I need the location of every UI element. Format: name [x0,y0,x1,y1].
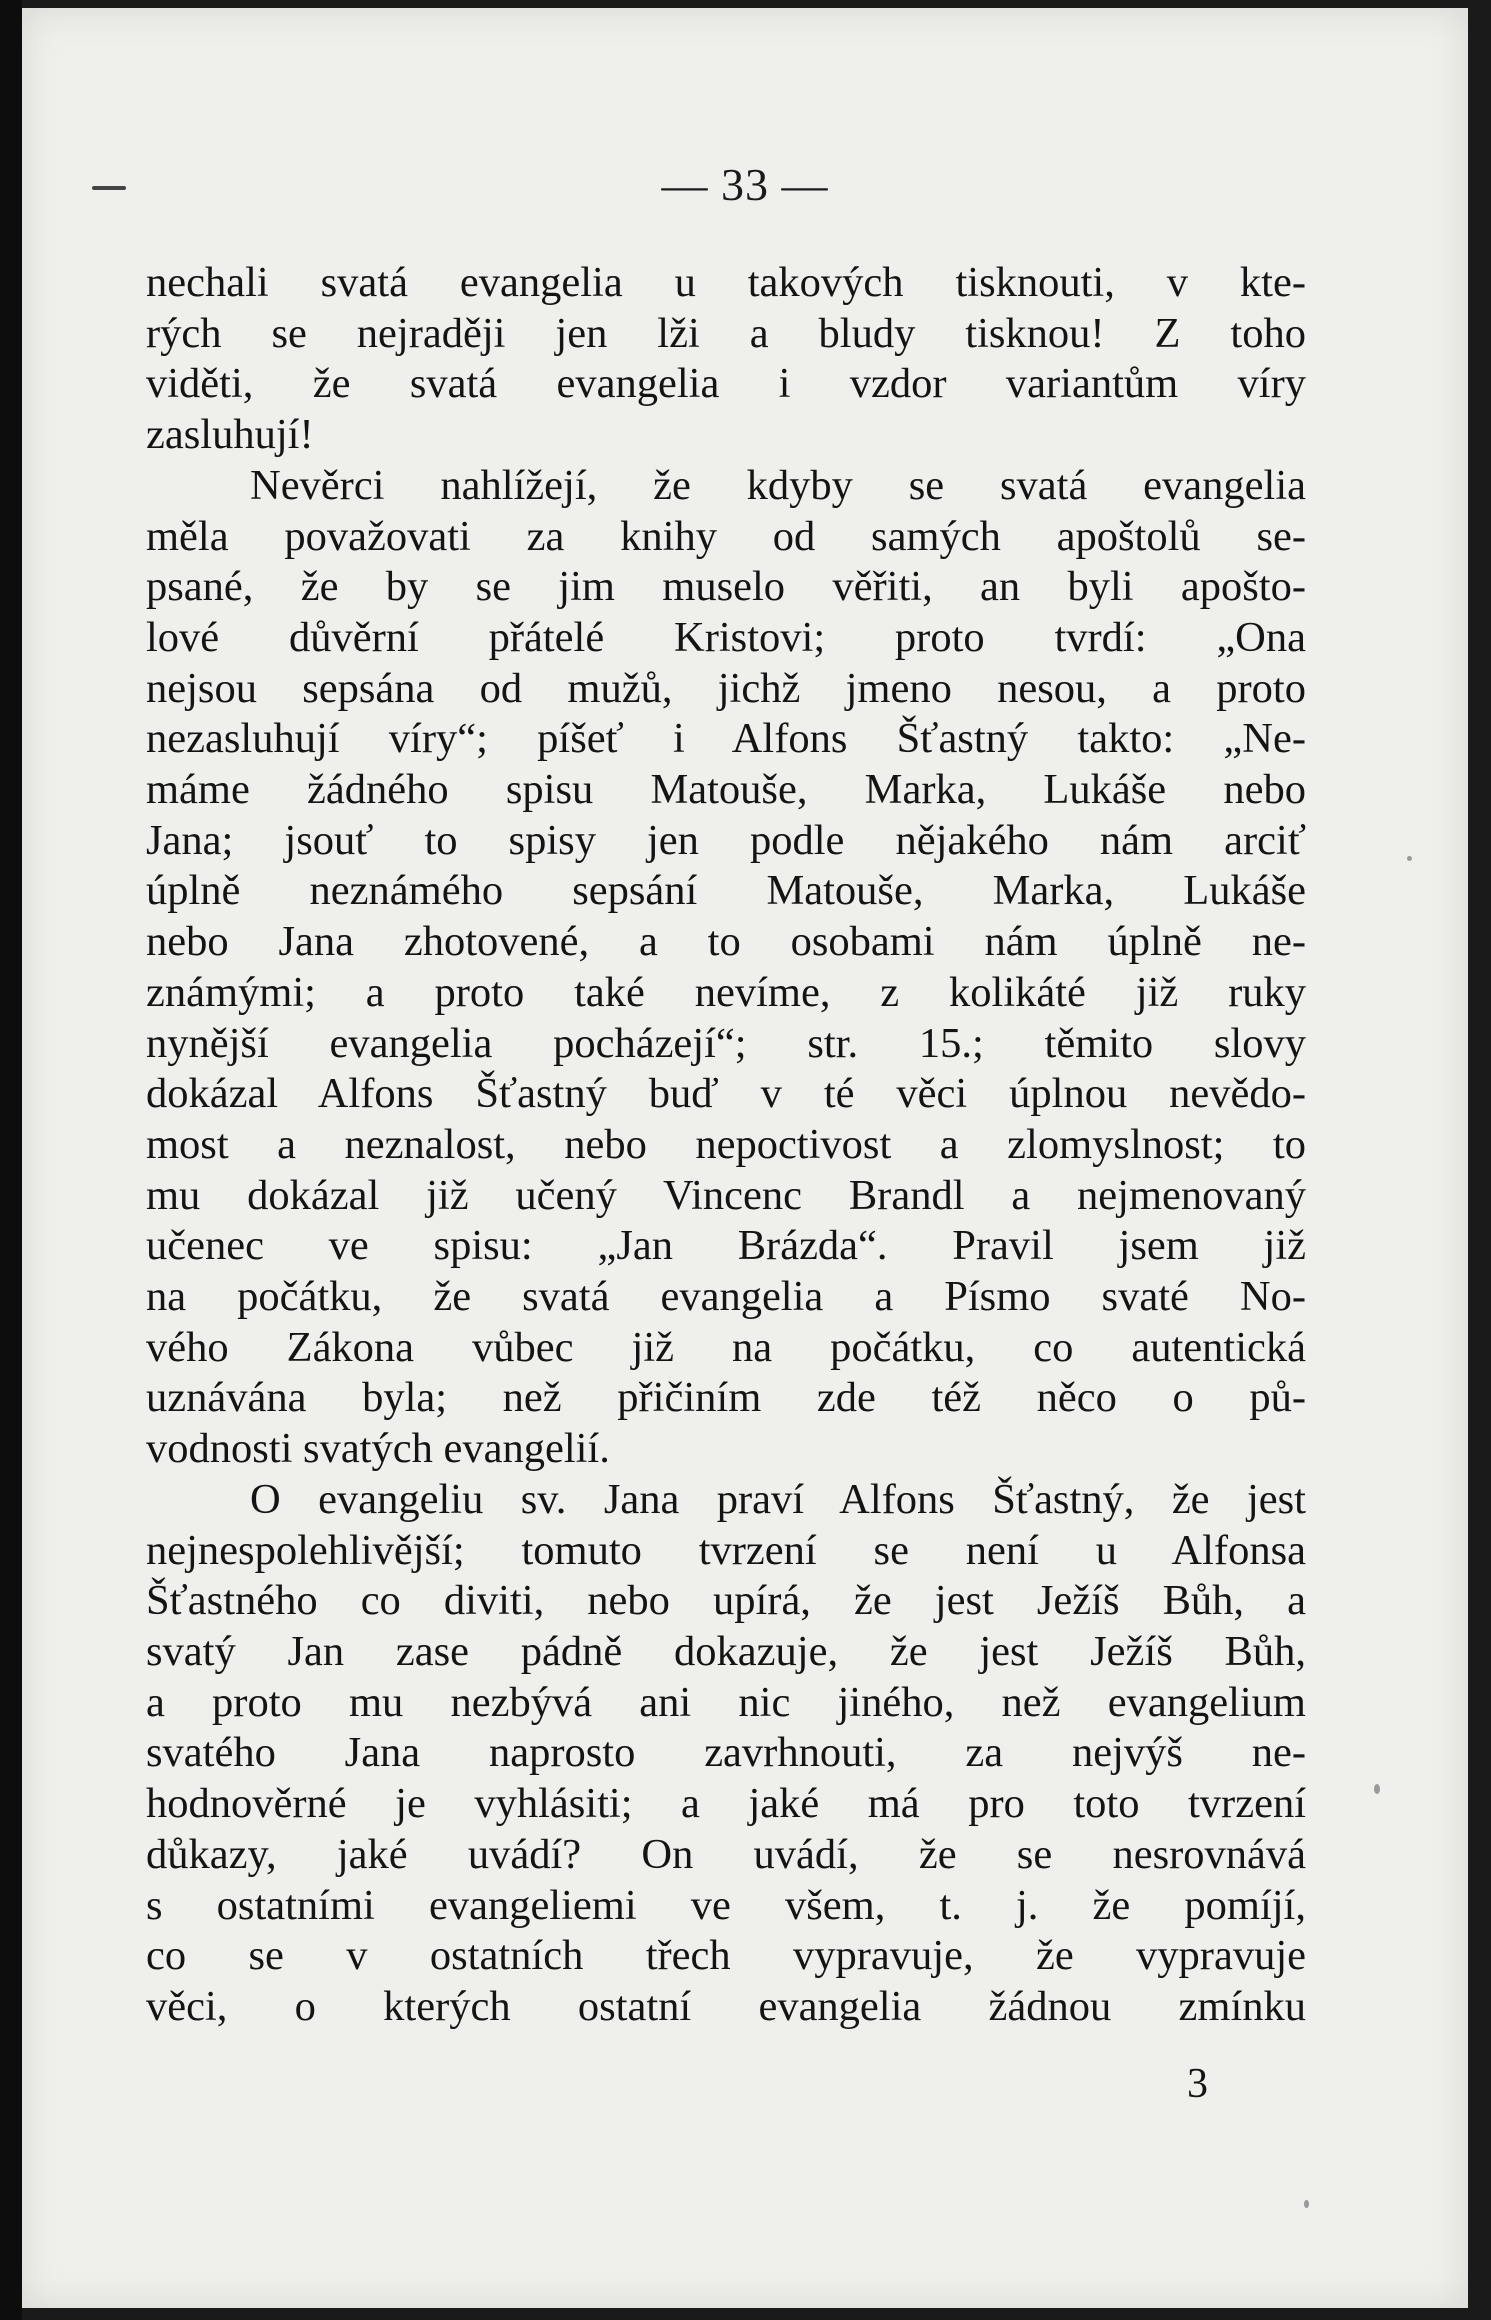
text-line: na počátku, že svatá evangelia a Písmo svaté No- [146,1273,1306,1321]
text-line: důkazy, jaké uvádí? On uvádí, že se nesrovnává [146,1830,1306,1878]
body-text [146,258,1306,2033]
scan-speck [1304,2200,1309,2208]
text-line: dokázal Alfons Šťastný buď v té věci úplnou nevědo- [146,1070,1306,1118]
text-line: hodnověrné je vyhlásiti; a jaké má pro toto tvrzení [146,1780,1306,1828]
text-line: psané, že by se jim muselo věřiti, an byli apošto- [146,563,1306,611]
text-line: viděti, že svatá evangelia i vzdor variantům víry [146,360,1306,408]
scan-speck [92,186,126,190]
text-line: O evangeliu sv. Jana praví Alfons Šťastný, že jest [250,1475,1306,1523]
text-line: nejnespolehlivější; tomuto tvrzení se není u Alfonsa [146,1526,1306,1574]
scan-speck [1374,1784,1380,1794]
text-line: nynější evangelia pocházejí“; str. 15.; těmito slovy [146,1019,1306,1067]
text-line: úplně neznámého sepsání Matouše, Marka, Lukáše [146,867,1306,915]
text-line: most a neznalost, nebo nepoctivost a zlomyslnost; to [146,1120,1306,1168]
text-line: lové důvěrní přátelé Kristovi; proto tvrdí: „Ona [146,613,1306,661]
text-line: rých se nejraději jen lži a bludy tisknou! Z toho [146,309,1306,357]
text-line: známými; a proto také nevíme, z kolikáté již ruky [146,968,1306,1016]
text-line: a proto mu nezbývá ani nic jiného, než evangelium [146,1678,1306,1726]
text-line: máme žádného spisu Matouše, Marka, Lukáše nebo [146,766,1306,814]
text-line: svatého Jana naprosto zavrhnouti, za nejvýš ne- [146,1729,1306,1777]
book-page [22,8,1468,2308]
text-line: nejsou sepsána od mužů, jichž jmeno nesou, a proto [146,664,1306,712]
text-line: vého Zákona vůbec již na počátku, co autentická [146,1323,1306,1371]
text-line: učenec ve spisu: „Jan Brázda“. Pravil jsem již [146,1222,1306,1270]
scan-speck [1407,856,1412,861]
text-line: nechali svatá evangelia u takových tisknouti, v kte- [146,259,1306,306]
text-line: vodnosti svatých evangelií. [146,1425,610,1473]
signature-mark: 3 [1187,2061,1208,2107]
text-line: s ostatními evangeliemi ve všem, t. j. že pomíjí, [146,1881,1306,1929]
text-line: věci, o kterých ostatní evangelia žádnou zmínku [146,1982,1306,2030]
text-line: Jana; jsouť to spisy jen podle nějakého nám arciť [146,816,1306,864]
text-line: uznávána byla; než přičiním zde též něco o pů- [146,1374,1306,1422]
text-line: měla považovati za knihy od samých apoštolů se- [146,512,1306,560]
text-line: nebo Jana zhotovené, a to osobami nám úplně ne- [146,918,1306,966]
page-number: — 33 — [661,159,829,210]
text-line: mu dokázal již učený Vincenc Brandl a nejmenovaný [146,1171,1306,1219]
text-line: svatý Jan zase pádně dokazuje, že jest Ježíš Bůh, [146,1627,1306,1675]
text-line: zasluhují! [146,411,314,459]
text-line: Šťastného co diviti, nebo upírá, že jest Ježíš Bůh, a [146,1577,1306,1625]
scan-left-edge [0,0,22,2320]
text-line: Nevěrci nahlížejí, že kdyby se svatá evangelia [250,461,1306,509]
text-line: co se v ostatních třech vypravuje, že vypravuje [146,1932,1306,1980]
text-line: nezasluhují víry“; píšeť i Alfons Šťastný takto: „Ne- [146,715,1306,763]
